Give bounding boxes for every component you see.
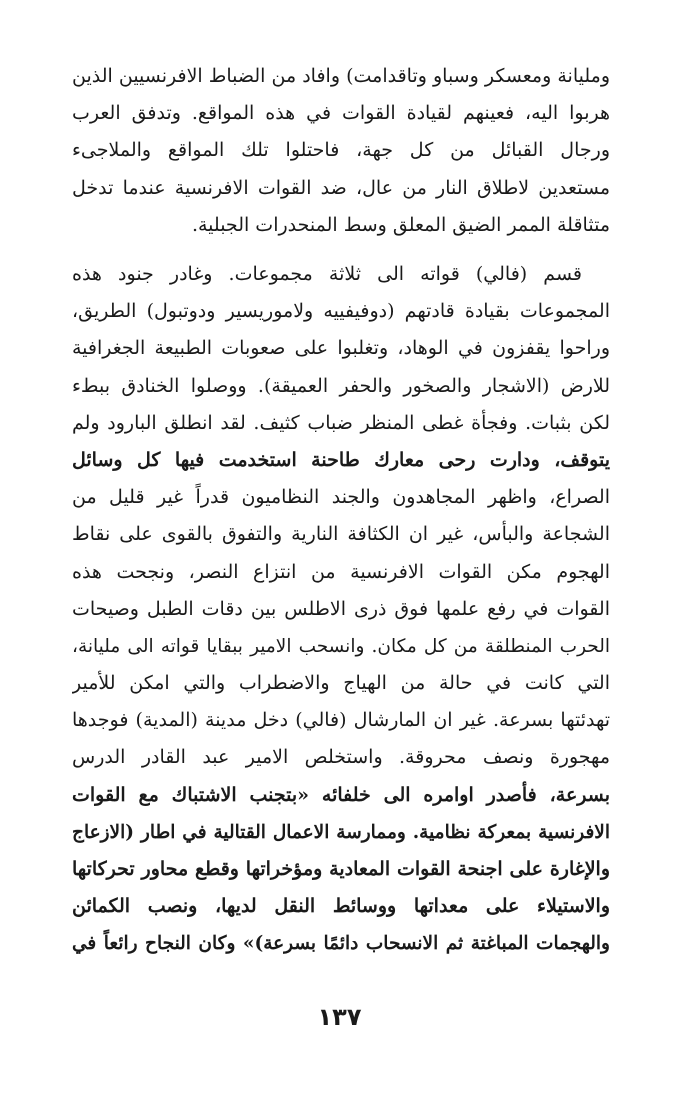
paragraph-1: [72, 58, 610, 244]
page-number: ١٣٧: [317, 1003, 362, 1031]
text-line: الهجوم مكن القوات الافرنسية من انتزاع النصر، ونجحت هذه: [72, 560, 610, 583]
text-line: والإغارة على اجنحة القوات المعادية ومؤخراتها وقطع محاور تحركاتها: [72, 858, 610, 880]
text-line: متثاقلة الممر الضيق المعلق وسط المنحدرات الجبلية.: [191, 213, 610, 236]
text-line: المجموعات بقيادة قادتهم (دوفيفييه ولاموريسير ودوتبول) الطريق،: [72, 300, 610, 323]
paragraph-2: [72, 256, 610, 963]
text-line: والاستيلاء على معداتها ووسائط النقل لديها، ونصب الكمائن: [72, 895, 610, 918]
text-line: والهجمات المباغتة ثم الانسحاب دائمًا بسرعة)» وكان النجاح رائعاً في: [72, 933, 610, 955]
text-line: الشجاعة والبأس، غير ان الكثافة النارية والتفوق بالقوى على نقاط: [72, 523, 610, 546]
text-line: ورجال القبائل من كل جهة، فاحتلوا تلك المواقع والملاجىء: [72, 139, 610, 162]
text-line: ومليانة ومعسكر وسباو وتاقدامت) وافاد من الضباط الافرنسيين الذين: [72, 65, 610, 87]
text-line: القوات في رفع علمها فوق ذرى الاطلس بين دقات الطبل وصيحات: [72, 597, 610, 620]
text-line: للارض (الاشجار والصخور والحفر العميقة). ووصلوا الخنادق ببطء: [72, 374, 610, 397]
text-line: هربوا اليه، فعينهم لقيادة القوات في هذه المواقع. وتدفق العرب: [72, 102, 610, 125]
text-line: يتوقف، ودارت رحى معارك طاحنة استخدمت فيها كل وسائل: [72, 448, 610, 471]
text-line: الصراع، واظهر المجاهدون والجند النظاميون قدراً غير قليل من: [72, 486, 610, 509]
text-line: لكن بثبات. وفجأة غطى المنظر ضباب كثيف. لقد انطلق البارود ولم: [72, 411, 610, 434]
text-line: قسم (فالي) قواته الى ثلاثة مجموعات. وغادر جنود هذه: [72, 263, 582, 285]
text-line: وراحوا يقفزون في الوهاد، وتغلبوا على صعوبات الطبيعة الجغرافية: [72, 337, 610, 360]
text-line: الافرنسية بمعركة نظامية. وممارسة الاعمال القتالية في اطار (الازعاج: [72, 821, 610, 843]
text-line: التي كانت في حالة من الهياج والاضطراب والتي امكن للأمير: [72, 672, 610, 695]
text-line: تهدئتها بسرعة. غير ان المارشال (فالي) دخل مدينة (المدية) فوجدها: [72, 709, 610, 732]
text-line: مستعدين لاطلاق النار من عال، ضد القوات الافرنسية عندما تدخل: [72, 176, 610, 199]
text-line: الحرب المنطلقة من كل مكان. وانسحب الامير ببقايا قواته الى مليانة،: [72, 635, 610, 657]
text-line: بسرعة، فأصدر اوامره الى خلفائه «بتجنب الاشتباك مع القوات: [72, 783, 610, 806]
text-line: مهجورة ونصف محروقة. واستخلص الامير عبد القادر الدرس: [72, 746, 610, 769]
